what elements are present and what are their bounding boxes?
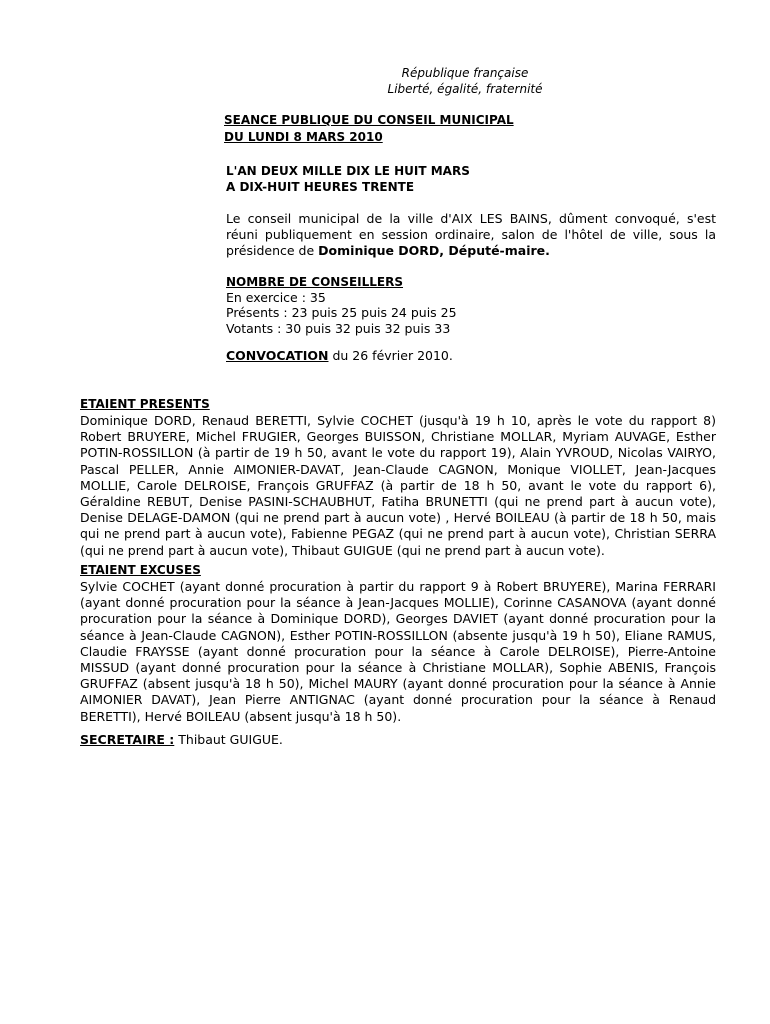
- convocation-line: [226, 348, 453, 364]
- presents-paragraph: Dominique DORD, Renaud BERETTI, Sylvie COCHET (jusqu'à 19 h 10, après le vote du rapport 8) Robert BRUYERE, Michel FRUGIER, Georges BUISSON, Christiane MOLLAR, Myriam AUVAGE, Esther POTIN-ROSSILLON (à partir de 19 h 50, avant le vote du rapport 19), Alain YVROUD, Nicolas VAIRYO, Pascal PELLER, Annie AIMONIER-DAVAT, Jean-Claude CAGNON, Monique VIOLLET, Jean-Jacques MOLLIE, Carole DELROISE, François GRUFFAZ (à partir de 18 h 50, avant le vote du rapport 6), Géraldine REBUT, Denise PASINI-SCHAUBHUT, Fatiha BRUNETTI (qui ne prend part à aucun vote), Denise DELAGE-DAMON (qui ne prend part à aucun vote) , Hervé BOILEAU (à partir de 18 h 50, mais qui ne prend part à aucun vote), Fabienne PEGAZ (qui ne prend part à aucun vote), Christian SERRA (qui ne prend part à aucun vote), Thibaut GUIGUE (qui ne prend part à aucun vote).: [80, 413, 716, 558]
- president-name: Dominique DORD, Député-maire.: [318, 243, 550, 258]
- conseillers-votants: Votants : 30 puis 32 puis 32 puis 33: [226, 321, 451, 336]
- secretaire-line: [80, 732, 283, 748]
- seance-title-line2: DU LUNDI 8 MARS 2010: [224, 130, 383, 144]
- excuses-paragraph: Sylvie COCHET (ayant donné procuration à partir du rapport 9 à Robert BRUYERE), Marina FERRARI (ayant donné procuration pour la séance à Jean-Jacques MOLLIE), Corinne CASANOVA (ayant donné procuration pour la séance à Dominique DORD), Georges DAVIET (ayant donné procuration pour la séance à Jean-Claude CAGNON), Esther POTIN-ROSSILLON (absente jusqu'à 19 h 50), Eliane RAMUS, Claudie FRAYSSE (ayant donné procuration pour la séance à Carole DELROISE), Pierre-Antoine MISSUD (ayant donné procuration pour la séance à Christiane MOLLAR), Sophie ABENIS, François GRUFFAZ (absent jusqu'à 18 h 50), Michel MAURY (ayant donné procuration pour la séance à Annie AIMONIER DAVAT), Jean Pierre ANTIGNAC (ayant donné procuration pour la séance à Renaud BERETTI), Hervé BOILEAU (absent jusqu'à 18 h 50).: [80, 579, 716, 724]
- excuses-title: ETAIENT EXCUSES: [80, 563, 201, 577]
- date-line2: A DIX-HUIT HEURES TRENTE: [226, 180, 415, 194]
- conseillers-exercice: En exercice : 35: [226, 290, 326, 305]
- secretaire-name: Thibaut GUIGUE.: [174, 732, 283, 747]
- republic-motto: Liberté, égalité, fraternité: [387, 82, 543, 96]
- convocation-date: du 26 février 2010.: [328, 348, 453, 363]
- presents-title: ETAIENT PRESENTS: [80, 397, 210, 411]
- conseillers-presents: Présents : 23 puis 25 puis 24 puis 25: [226, 305, 457, 320]
- intro-paragraph: [226, 211, 716, 259]
- republic-heading: République française: [401, 66, 529, 80]
- secretaire-label: SECRETAIRE :: [80, 732, 175, 747]
- intro-text: Le conseil municipal de la ville d'AIX LES BAINS, dûment convoqué, s'est réuni publiquement en session ordinaire, salon de l'hôtel de ville, sous la présidence de: [226, 211, 716, 258]
- convocation-label: CONVOCATION: [226, 348, 329, 363]
- seance-title-line1: SEANCE PUBLIQUE DU CONSEIL MUNICIPAL: [224, 113, 514, 127]
- date-line1: L'AN DEUX MILLE DIX LE HUIT MARS: [226, 164, 470, 178]
- conseillers-title: NOMBRE DE CONSEILLERS: [226, 275, 404, 289]
